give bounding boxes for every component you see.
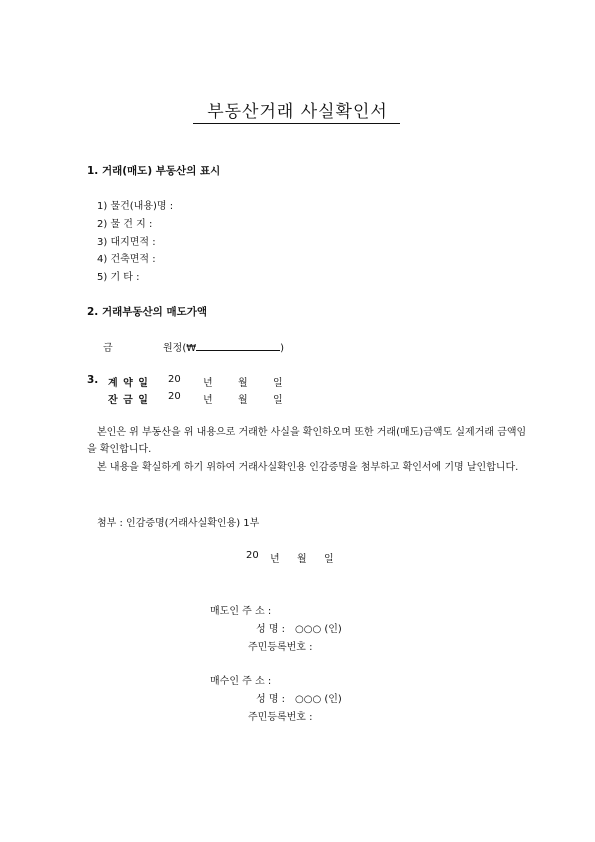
date-month: 월 — [297, 554, 307, 565]
contract-day: 일 — [273, 378, 283, 389]
contract-date-label: 계 약 일 — [108, 378, 149, 389]
section2-heading: 2. 거래부동산의 매도가액 — [87, 306, 208, 318]
amount-close: ) — [280, 343, 285, 354]
seller-id-label: 주민등록번호 : — [248, 642, 313, 653]
amount-line — [163, 339, 284, 354]
date-year: 년 — [270, 554, 280, 565]
contract-year-prefix: 20 — [168, 374, 181, 385]
balance-month: 월 — [238, 395, 248, 406]
section1-heading: 1. 거래(매도) 부동산의 표시 — [87, 165, 221, 177]
contract-month: 월 — [238, 378, 248, 389]
balance-day: 일 — [273, 395, 283, 406]
seller-address-label: 매도인 주 소 : — [210, 606, 272, 617]
buyer-id-label: 주민등록번호 : — [248, 712, 313, 723]
balance-date-label: 잔 금 일 — [108, 395, 149, 406]
item-other: 5) 기 타 : — [97, 272, 140, 283]
item-name: 1) 물건(내용)명 : — [97, 201, 174, 212]
amount-blank — [196, 341, 280, 351]
contract-year: 년 — [203, 378, 213, 389]
title-underline — [193, 123, 400, 124]
item-land-area: 3) 대지면적 : — [97, 237, 156, 248]
attachment-line: 첨부 : 인감증명(거래사실확인용) 1부 — [97, 518, 260, 529]
body-paragraph-2: 본 내용을 확실하게 하기 위하여 거래사실확인용 인감증명을 첨부하고 확인서에 기명 날인합니다. — [97, 462, 519, 473]
amount-label: 금 — [103, 343, 113, 354]
body-paragraph-1: 본인은 위 부동산을 위 내용으로 거래한 사실을 확인하오며 또한 거래(매도)금액도 실제거래 금액임을 확인합니다. — [87, 427, 527, 455]
amount-unit: 원정(₩ — [163, 343, 197, 354]
buyer-address-label: 매수인 주 소 : — [210, 676, 272, 687]
buyer-name-label: 성 명 : — [256, 694, 286, 705]
date-year-prefix: 20 — [246, 550, 259, 561]
balance-year: 년 — [203, 395, 213, 406]
balance-year-prefix: 20 — [168, 391, 181, 402]
item-location: 2) 물 건 지 : — [97, 219, 153, 230]
seller-name-value: ○○○ (인) — [295, 624, 342, 635]
section3-number: 3. — [87, 374, 99, 386]
date-day: 일 — [324, 554, 334, 565]
buyer-name-value: ○○○ (인) — [295, 694, 342, 705]
document-title: 부동산거래 사실확인서 — [207, 102, 388, 122]
item-building-area: 4) 건축면적 : — [97, 254, 156, 265]
seller-name-label: 성 명 : — [256, 624, 286, 635]
